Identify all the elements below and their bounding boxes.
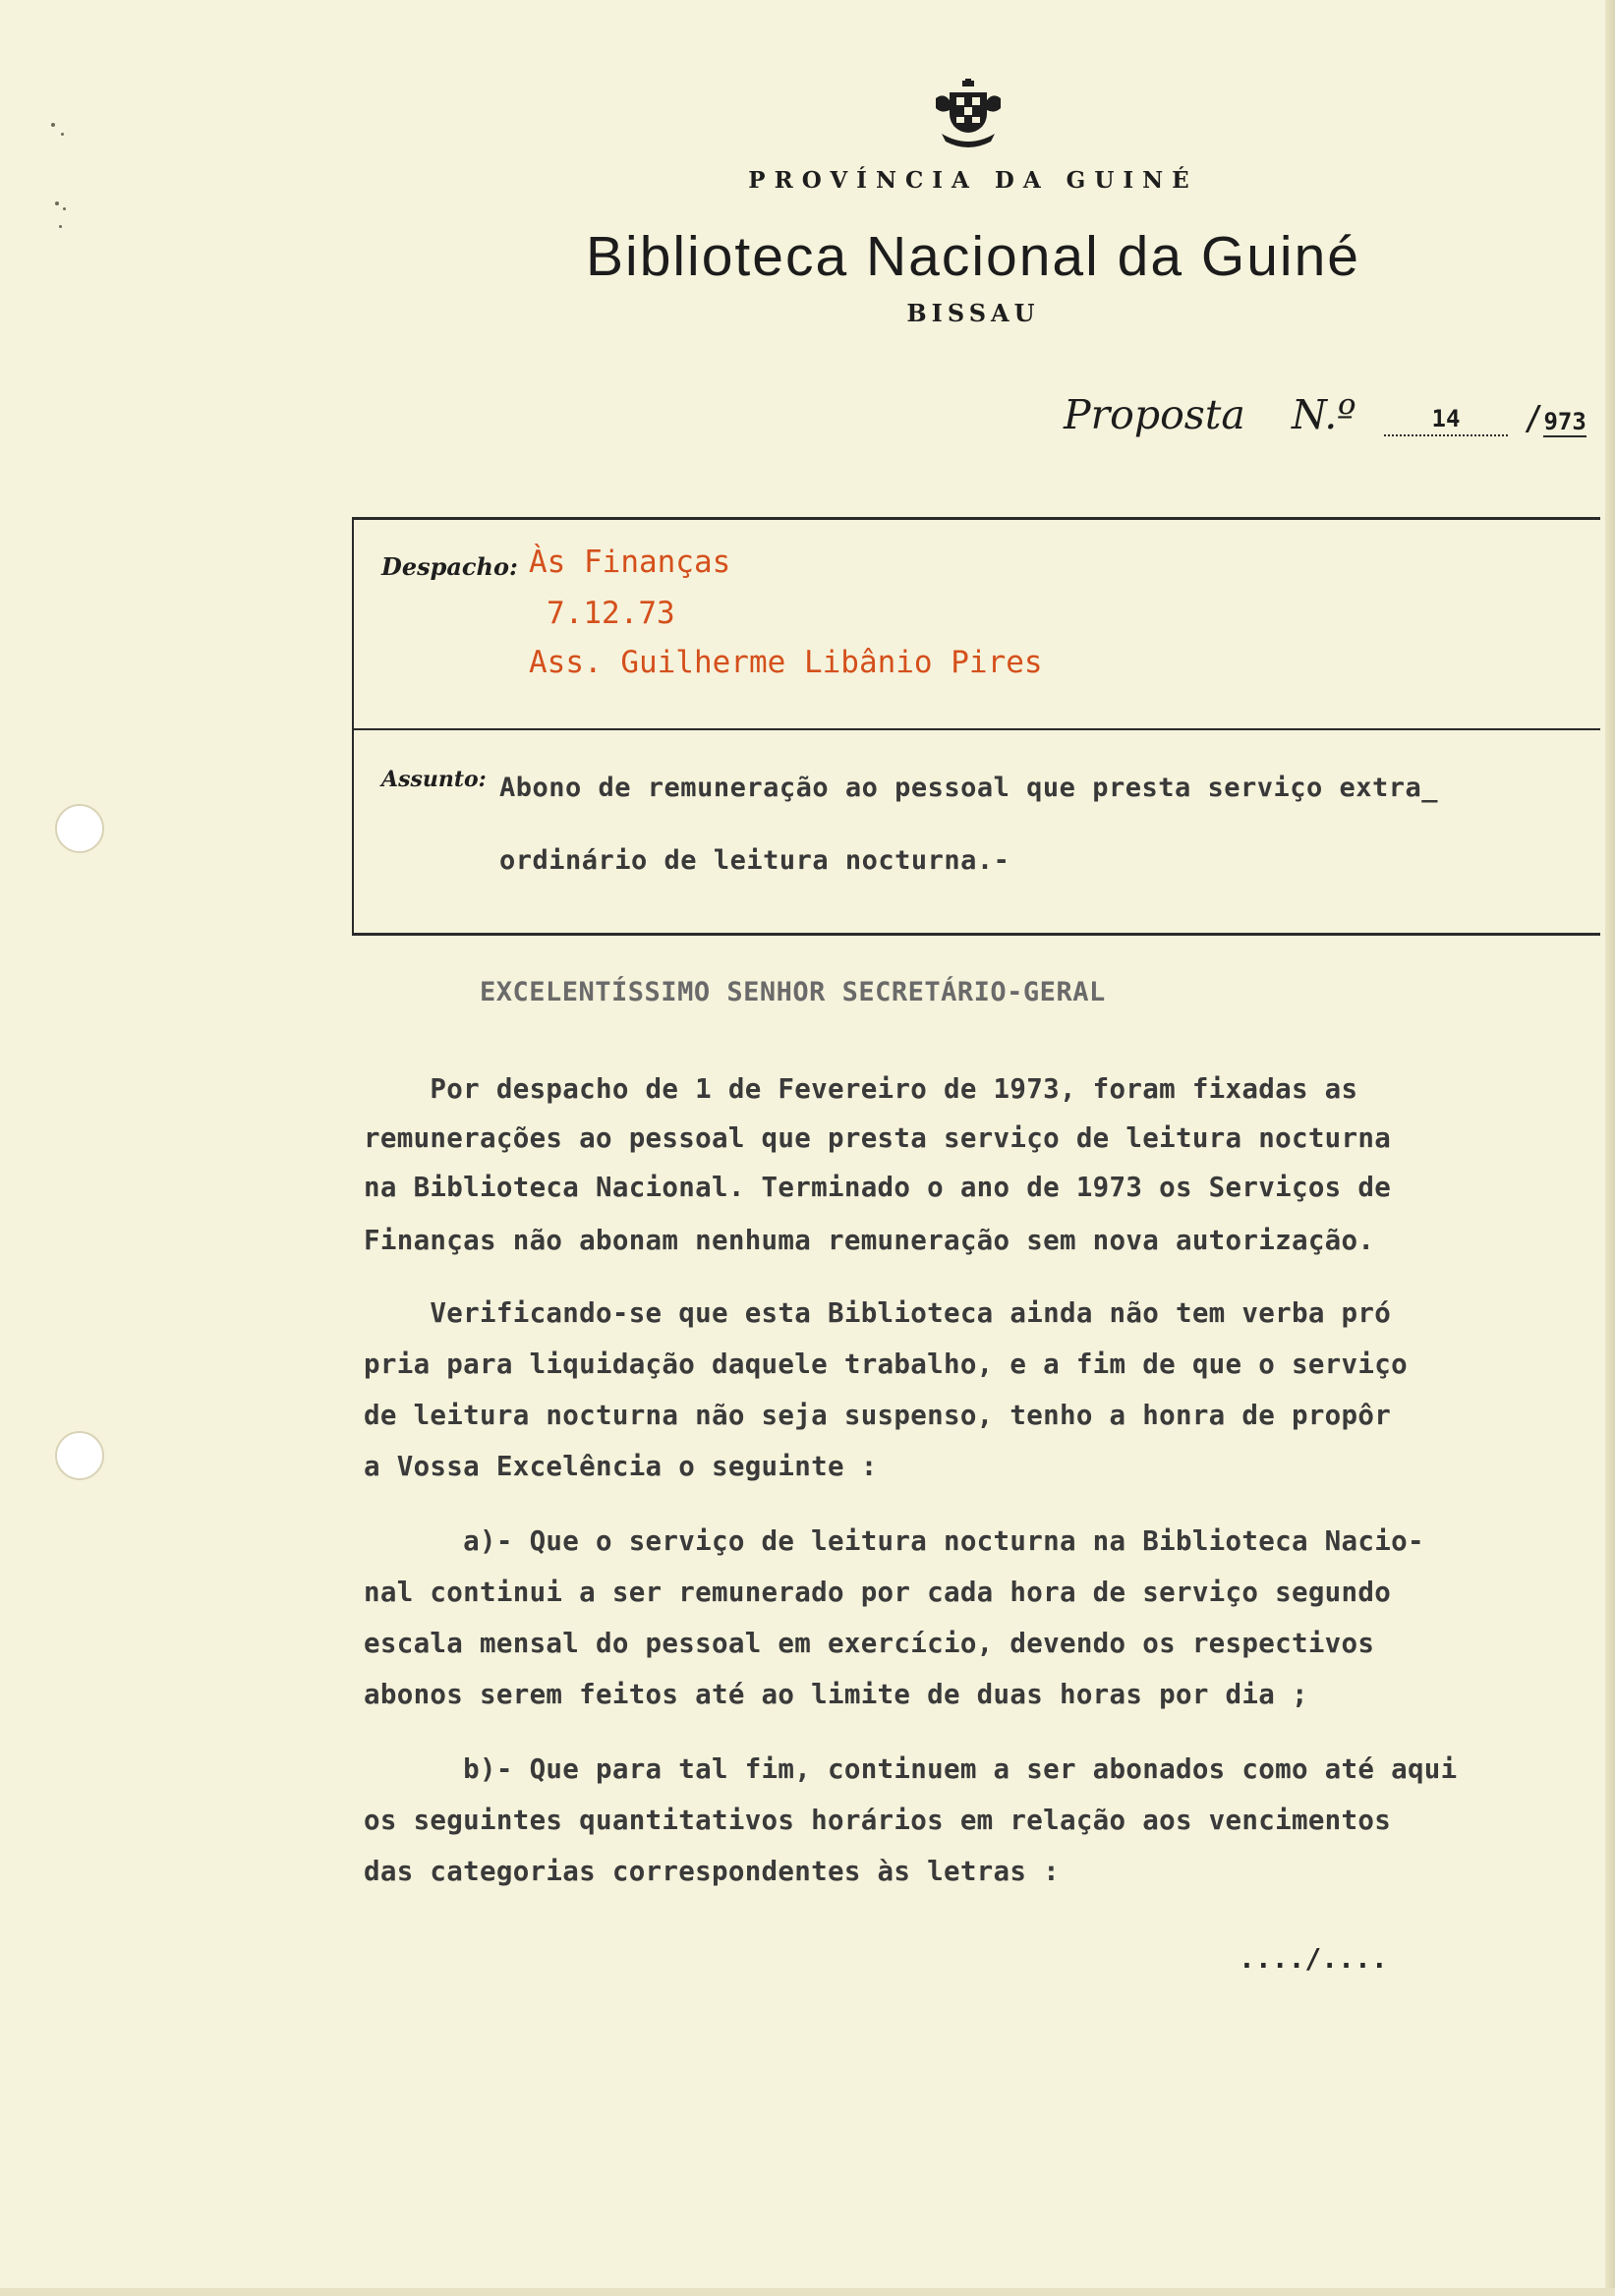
despacho-line-2: 7.12.73 [547, 596, 675, 631]
body-line: abonos serem feitos até ao limite de duas horas por dia ; [364, 1679, 1308, 1710]
proposta-number-label: N.º [1292, 391, 1356, 438]
province-heading: PROVÍNCIA DA GUINÉ [748, 167, 1198, 194]
body-line: escala mensal do pessoal em exercício, devendo os respectivos [364, 1628, 1375, 1659]
body-line: os seguintes quantitativos horários em relação aos vencimentos [364, 1805, 1392, 1836]
body-line: b)- Que para tal fim, continuem a ser abonados como até aqui [364, 1753, 1458, 1785]
proposta-number: 14 [1384, 405, 1508, 436]
body-line: remunerações ao pessoal que presta serviço de leitura nocturna [364, 1122, 1392, 1154]
despacho-line-3: Ass. Guilherme Libânio Pires [529, 645, 1043, 680]
punch-hole-bottom [55, 1431, 104, 1480]
box-divider [354, 728, 1600, 730]
body-line: a)- Que o serviço de leitura nocturna na Biblioteca Nacio- [364, 1525, 1424, 1557]
body-line: a Vossa Excelência o seguinte : [364, 1451, 878, 1482]
body-line: Finanças não abonam nenhuma remuneração sem nova autorização. [364, 1225, 1375, 1256]
body-line: pria para liquidação daquele trabalho, e a fim de que o serviço [364, 1349, 1408, 1380]
body-line: na Biblioteca Nacional. Terminado o ano de 1973 os Serviços de [364, 1172, 1392, 1203]
continuation-mark: ..../.... [1239, 1942, 1388, 1975]
assunto-line-1: Abono de remuneração ao pessoal que presta serviço extra_ [499, 773, 1439, 803]
institution-title: Biblioteca Nacional da Guiné [586, 225, 1360, 288]
proposta-label: Proposta [1064, 391, 1245, 438]
body-line: Por despacho de 1 de Fevereiro de 1973, foram fixadas as [364, 1073, 1358, 1105]
proposta-reference [1064, 391, 1594, 450]
body-line: de leitura nocturna não seja suspenso, tenho a honra de propôr [364, 1400, 1392, 1431]
assunto-line-2: ordinário de leitura nocturna.- [499, 845, 1010, 876]
assunto-label: Assunto: [381, 767, 487, 792]
punch-hole-top [55, 804, 104, 853]
despacho-line-1: Às Finanças [529, 545, 731, 580]
body-line: Verificando-se que esta Biblioteca ainda não tem verba pró [364, 1297, 1392, 1329]
salutation: EXCELENTÍSSIMO SENHOR SECRETÁRIO-GERAL [480, 977, 1106, 1007]
body-line: nal continui a ser remunerado por cada hora de serviço segundo [364, 1577, 1392, 1608]
proposta-year: 973 [1543, 408, 1586, 435]
proposta-year-slash: / [1524, 399, 1544, 438]
proposta-year-group [1524, 399, 1586, 438]
paper-edge-bottom [0, 2288, 1615, 2296]
city-heading: BISSAU [906, 299, 1040, 327]
paper-edge-right [1605, 0, 1615, 2296]
body-line: das categorias correspondentes às letras : [364, 1856, 1060, 1887]
despacho-label: Despacho: [381, 552, 518, 581]
coat-of-arms-icon [932, 79, 1005, 151]
